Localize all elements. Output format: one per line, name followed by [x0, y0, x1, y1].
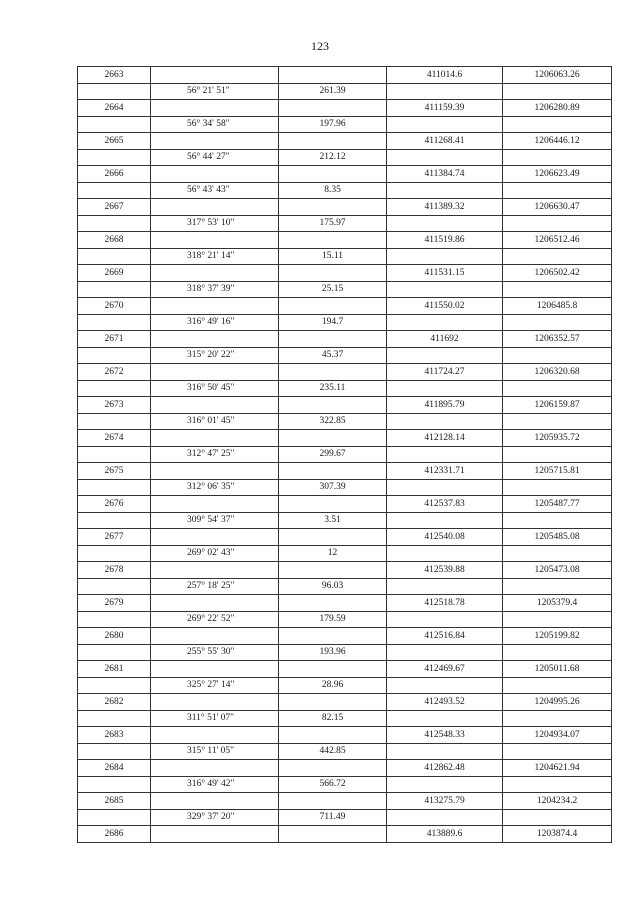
empty-cell — [279, 628, 387, 645]
empty-cell — [503, 644, 612, 661]
coordinate-x: 412518.78 — [387, 595, 503, 612]
empty-cell — [151, 199, 279, 216]
empty-cell — [387, 710, 503, 727]
segment-row — [78, 182, 612, 199]
empty-cell — [78, 809, 151, 826]
segment-distance: 45.37 — [279, 347, 387, 364]
empty-cell — [151, 760, 279, 777]
direction-angle: 312° 06' 35" — [151, 479, 279, 496]
coordinate-y: 1206320.68 — [503, 364, 612, 381]
segment-distance: 307.39 — [279, 479, 387, 496]
coordinate-x: 412128.14 — [387, 430, 503, 447]
empty-cell — [78, 710, 151, 727]
segment-distance: 96.03 — [279, 578, 387, 595]
segment-row — [78, 776, 612, 793]
empty-cell — [503, 545, 612, 562]
coordinate-x: 412469.67 — [387, 661, 503, 678]
coordinate-x: 411389.32 — [387, 199, 503, 216]
direction-angle: 315° 11' 05" — [151, 743, 279, 760]
coordinate-x: 412493.52 — [387, 694, 503, 711]
coordinate-y: 1206512.46 — [503, 232, 612, 249]
empty-cell — [78, 413, 151, 430]
coordinate-y: 1204934.07 — [503, 727, 612, 744]
segment-row — [78, 644, 612, 661]
empty-cell — [503, 149, 612, 166]
segment-row — [78, 248, 612, 265]
empty-cell — [503, 578, 612, 595]
empty-cell — [503, 314, 612, 331]
empty-cell — [387, 215, 503, 232]
coordinate-x: 411724.27 — [387, 364, 503, 381]
segment-row — [78, 215, 612, 232]
empty-cell — [151, 331, 279, 348]
empty-cell — [503, 710, 612, 727]
empty-cell — [279, 298, 387, 315]
coordinate-y: 1206502.42 — [503, 265, 612, 282]
empty-cell — [387, 314, 503, 331]
coordinate-y: 1205935.72 — [503, 430, 612, 447]
coordinate-y: 1204995.26 — [503, 694, 612, 711]
point-row — [78, 562, 612, 579]
empty-cell — [151, 364, 279, 381]
empty-cell — [503, 182, 612, 199]
direction-angle: 56° 43' 43" — [151, 182, 279, 199]
empty-cell — [279, 166, 387, 183]
empty-cell — [279, 496, 387, 513]
segment-distance: 193.96 — [279, 644, 387, 661]
coordinate-y: 1206485.8 — [503, 298, 612, 315]
coordinate-x: 412548.33 — [387, 727, 503, 744]
empty-cell — [151, 67, 279, 84]
point-row — [78, 496, 612, 513]
empty-cell — [387, 182, 503, 199]
empty-cell — [151, 694, 279, 711]
direction-angle: 317° 53' 10" — [151, 215, 279, 232]
empty-cell — [387, 116, 503, 133]
empty-cell — [387, 677, 503, 694]
coordinate-x: 411692 — [387, 331, 503, 348]
coordinate-y: 1205011.68 — [503, 661, 612, 678]
empty-cell — [279, 463, 387, 480]
empty-cell — [279, 694, 387, 711]
segment-distance: 566.72 — [279, 776, 387, 793]
empty-cell — [279, 727, 387, 744]
coordinate-y: 1206159.87 — [503, 397, 612, 414]
point-row — [78, 727, 612, 744]
empty-cell — [279, 661, 387, 678]
point-row — [78, 694, 612, 711]
empty-cell — [503, 380, 612, 397]
empty-cell — [503, 83, 612, 100]
coordinate-y: 1206446.12 — [503, 133, 612, 150]
empty-cell — [151, 595, 279, 612]
empty-cell — [78, 281, 151, 298]
empty-cell — [279, 67, 387, 84]
empty-cell — [387, 248, 503, 265]
point-row — [78, 67, 612, 84]
empty-cell — [279, 826, 387, 843]
point-number: 2664 — [78, 100, 151, 117]
coordinate-y: 1205473.08 — [503, 562, 612, 579]
empty-cell — [78, 512, 151, 529]
empty-cell — [151, 298, 279, 315]
segment-row — [78, 149, 612, 166]
point-number: 2673 — [78, 397, 151, 414]
coordinate-y: 1206352.57 — [503, 331, 612, 348]
empty-cell — [279, 529, 387, 546]
empty-cell — [78, 611, 151, 628]
empty-cell — [279, 100, 387, 117]
segment-row — [78, 578, 612, 595]
empty-cell — [503, 611, 612, 628]
empty-cell — [78, 578, 151, 595]
empty-cell — [151, 529, 279, 546]
direction-angle: 56° 21' 51" — [151, 83, 279, 100]
coordinate-x: 411384.74 — [387, 166, 503, 183]
point-number: 2686 — [78, 826, 151, 843]
direction-angle: 56° 34' 58" — [151, 116, 279, 133]
coordinate-x: 412331.71 — [387, 463, 503, 480]
coordinate-y: 1204621.94 — [503, 760, 612, 777]
direction-angle: 316° 01' 45" — [151, 413, 279, 430]
point-row — [78, 463, 612, 480]
segment-row — [78, 347, 612, 364]
coordinates-table-body — [78, 67, 612, 843]
empty-cell — [78, 182, 151, 199]
segment-row — [78, 314, 612, 331]
empty-cell — [78, 215, 151, 232]
empty-cell — [279, 397, 387, 414]
coordinate-x: 412540.08 — [387, 529, 503, 546]
point-row — [78, 793, 612, 810]
point-row — [78, 826, 612, 843]
point-number: 2685 — [78, 793, 151, 810]
direction-angle: 315° 20' 22" — [151, 347, 279, 364]
empty-cell — [387, 281, 503, 298]
segment-distance: 197.96 — [279, 116, 387, 133]
segment-row — [78, 743, 612, 760]
coordinate-x: 411550.02 — [387, 298, 503, 315]
segment-distance: 82.15 — [279, 710, 387, 727]
point-number: 2684 — [78, 760, 151, 777]
segment-row — [78, 281, 612, 298]
empty-cell — [279, 562, 387, 579]
empty-cell — [279, 133, 387, 150]
coordinate-x: 411014.6 — [387, 67, 503, 84]
empty-cell — [151, 265, 279, 282]
point-number: 2668 — [78, 232, 151, 249]
point-row — [78, 628, 612, 645]
segment-row — [78, 116, 612, 133]
direction-angle: 316° 50' 45" — [151, 380, 279, 397]
point-number: 2676 — [78, 496, 151, 513]
empty-cell — [78, 479, 151, 496]
point-row — [78, 430, 612, 447]
coordinate-y: 1205715.81 — [503, 463, 612, 480]
empty-cell — [78, 116, 151, 133]
empty-cell — [387, 743, 503, 760]
direction-angle: 269° 22' 52" — [151, 611, 279, 628]
segment-distance: 711.49 — [279, 809, 387, 826]
segment-distance: 261.39 — [279, 83, 387, 100]
empty-cell — [151, 100, 279, 117]
point-row — [78, 595, 612, 612]
empty-cell — [151, 628, 279, 645]
point-row — [78, 199, 612, 216]
empty-cell — [151, 232, 279, 249]
segment-row — [78, 809, 612, 826]
empty-cell — [503, 215, 612, 232]
segment-row — [78, 545, 612, 562]
empty-cell — [387, 479, 503, 496]
point-number: 2666 — [78, 166, 151, 183]
empty-cell — [503, 116, 612, 133]
segment-distance: 15.11 — [279, 248, 387, 265]
coordinates-table-wrapper — [77, 66, 611, 843]
segment-distance: 12 — [279, 545, 387, 562]
segment-distance: 28.96 — [279, 677, 387, 694]
segment-row — [78, 611, 612, 628]
segment-distance: 175.97 — [279, 215, 387, 232]
point-row — [78, 331, 612, 348]
segment-row — [78, 512, 612, 529]
segment-row — [78, 83, 612, 100]
point-number: 2669 — [78, 265, 151, 282]
empty-cell — [503, 281, 612, 298]
point-number: 2663 — [78, 67, 151, 84]
empty-cell — [387, 83, 503, 100]
coordinate-x: 413889.6 — [387, 826, 503, 843]
empty-cell — [387, 446, 503, 463]
empty-cell — [387, 809, 503, 826]
coordinate-x: 412516.84 — [387, 628, 503, 645]
segment-distance: 3.51 — [279, 512, 387, 529]
empty-cell — [78, 314, 151, 331]
empty-cell — [78, 545, 151, 562]
empty-cell — [503, 776, 612, 793]
point-row — [78, 100, 612, 117]
direction-angle: 309° 54' 37" — [151, 512, 279, 529]
segment-distance: 235.11 — [279, 380, 387, 397]
empty-cell — [503, 809, 612, 826]
point-number: 2672 — [78, 364, 151, 381]
point-row — [78, 232, 612, 249]
point-number: 2675 — [78, 463, 151, 480]
empty-cell — [387, 545, 503, 562]
empty-cell — [503, 248, 612, 265]
empty-cell — [279, 760, 387, 777]
empty-cell — [279, 364, 387, 381]
empty-cell — [503, 413, 612, 430]
segment-distance: 212.12 — [279, 149, 387, 166]
point-number: 2679 — [78, 595, 151, 612]
point-number: 2665 — [78, 133, 151, 150]
segment-distance: 194.7 — [279, 314, 387, 331]
empty-cell — [78, 446, 151, 463]
empty-cell — [387, 149, 503, 166]
coordinate-y: 1206280.89 — [503, 100, 612, 117]
coordinate-x: 411519.86 — [387, 232, 503, 249]
point-row — [78, 364, 612, 381]
direction-angle: 329° 37' 20" — [151, 809, 279, 826]
coordinates-table — [77, 66, 612, 843]
empty-cell — [78, 743, 151, 760]
point-row — [78, 760, 612, 777]
coordinate-y: 1205485.08 — [503, 529, 612, 546]
segment-row — [78, 380, 612, 397]
point-number: 2678 — [78, 562, 151, 579]
empty-cell — [151, 661, 279, 678]
point-row — [78, 661, 612, 678]
direction-angle: 325° 27' 14" — [151, 677, 279, 694]
segment-row — [78, 446, 612, 463]
point-number: 2674 — [78, 430, 151, 447]
direction-angle: 318° 37' 39" — [151, 281, 279, 298]
coordinate-y: 1205487.77 — [503, 496, 612, 513]
empty-cell — [151, 793, 279, 810]
point-number: 2682 — [78, 694, 151, 711]
point-number: 2677 — [78, 529, 151, 546]
coordinate-x: 411895.79 — [387, 397, 503, 414]
segment-distance: 322.85 — [279, 413, 387, 430]
direction-angle: 316° 49' 16" — [151, 314, 279, 331]
empty-cell — [503, 743, 612, 760]
empty-cell — [279, 793, 387, 810]
segment-distance: 299.67 — [279, 446, 387, 463]
direction-angle: 311° 51' 07" — [151, 710, 279, 727]
point-row — [78, 265, 612, 282]
empty-cell — [78, 347, 151, 364]
empty-cell — [387, 776, 503, 793]
empty-cell — [387, 611, 503, 628]
coordinate-x: 412537.83 — [387, 496, 503, 513]
coordinate-y: 1206623.49 — [503, 166, 612, 183]
segment-distance: 25.15 — [279, 281, 387, 298]
empty-cell — [387, 512, 503, 529]
segment-distance: 442.85 — [279, 743, 387, 760]
empty-cell — [503, 347, 612, 364]
direction-angle: 255° 55' 30" — [151, 644, 279, 661]
coordinate-y: 1206063.26 — [503, 67, 612, 84]
point-row — [78, 298, 612, 315]
empty-cell — [387, 413, 503, 430]
empty-cell — [78, 644, 151, 661]
segment-distance: 179.59 — [279, 611, 387, 628]
point-number: 2671 — [78, 331, 151, 348]
empty-cell — [78, 83, 151, 100]
coordinate-y: 1205199.82 — [503, 628, 612, 645]
empty-cell — [279, 595, 387, 612]
empty-cell — [151, 826, 279, 843]
empty-cell — [503, 677, 612, 694]
empty-cell — [503, 512, 612, 529]
coordinate-y: 1203874.4 — [503, 826, 612, 843]
coordinate-x: 412539.88 — [387, 562, 503, 579]
empty-cell — [78, 380, 151, 397]
empty-cell — [279, 430, 387, 447]
empty-cell — [387, 644, 503, 661]
coordinate-y: 1206630.47 — [503, 199, 612, 216]
coordinate-x: 411268.41 — [387, 133, 503, 150]
point-row — [78, 166, 612, 183]
point-number: 2680 — [78, 628, 151, 645]
empty-cell — [151, 430, 279, 447]
empty-cell — [78, 776, 151, 793]
coordinate-x: 412862.48 — [387, 760, 503, 777]
point-row — [78, 397, 612, 414]
empty-cell — [151, 133, 279, 150]
empty-cell — [387, 347, 503, 364]
empty-cell — [151, 463, 279, 480]
coordinate-y: 1204234.2 — [503, 793, 612, 810]
point-number: 2681 — [78, 661, 151, 678]
empty-cell — [151, 397, 279, 414]
empty-cell — [78, 677, 151, 694]
coordinate-x: 411159.39 — [387, 100, 503, 117]
point-row — [78, 529, 612, 546]
empty-cell — [503, 446, 612, 463]
point-number: 2683 — [78, 727, 151, 744]
direction-angle: 257° 18' 25" — [151, 578, 279, 595]
empty-cell — [151, 496, 279, 513]
empty-cell — [151, 727, 279, 744]
segment-distance: 8.35 — [279, 182, 387, 199]
segment-row — [78, 479, 612, 496]
point-number: 2670 — [78, 298, 151, 315]
segment-row — [78, 710, 612, 727]
direction-angle: 269° 02' 43" — [151, 545, 279, 562]
empty-cell — [279, 232, 387, 249]
direction-angle: 56° 44' 27" — [151, 149, 279, 166]
segment-row — [78, 413, 612, 430]
empty-cell — [78, 149, 151, 166]
empty-cell — [279, 199, 387, 216]
coordinate-y: 1205379.4 — [503, 595, 612, 612]
point-number: 2667 — [78, 199, 151, 216]
empty-cell — [151, 562, 279, 579]
empty-cell — [387, 578, 503, 595]
empty-cell — [279, 331, 387, 348]
segment-row — [78, 677, 612, 694]
coordinate-x: 413275.79 — [387, 793, 503, 810]
point-row — [78, 133, 612, 150]
empty-cell — [279, 265, 387, 282]
page-number: 123 — [311, 39, 329, 53]
empty-cell — [78, 248, 151, 265]
direction-angle: 316° 49' 42" — [151, 776, 279, 793]
direction-angle: 318° 21' 14" — [151, 248, 279, 265]
empty-cell — [503, 479, 612, 496]
direction-angle: 312° 47' 25" — [151, 446, 279, 463]
empty-cell — [387, 380, 503, 397]
empty-cell — [151, 166, 279, 183]
coordinate-x: 411531.15 — [387, 265, 503, 282]
